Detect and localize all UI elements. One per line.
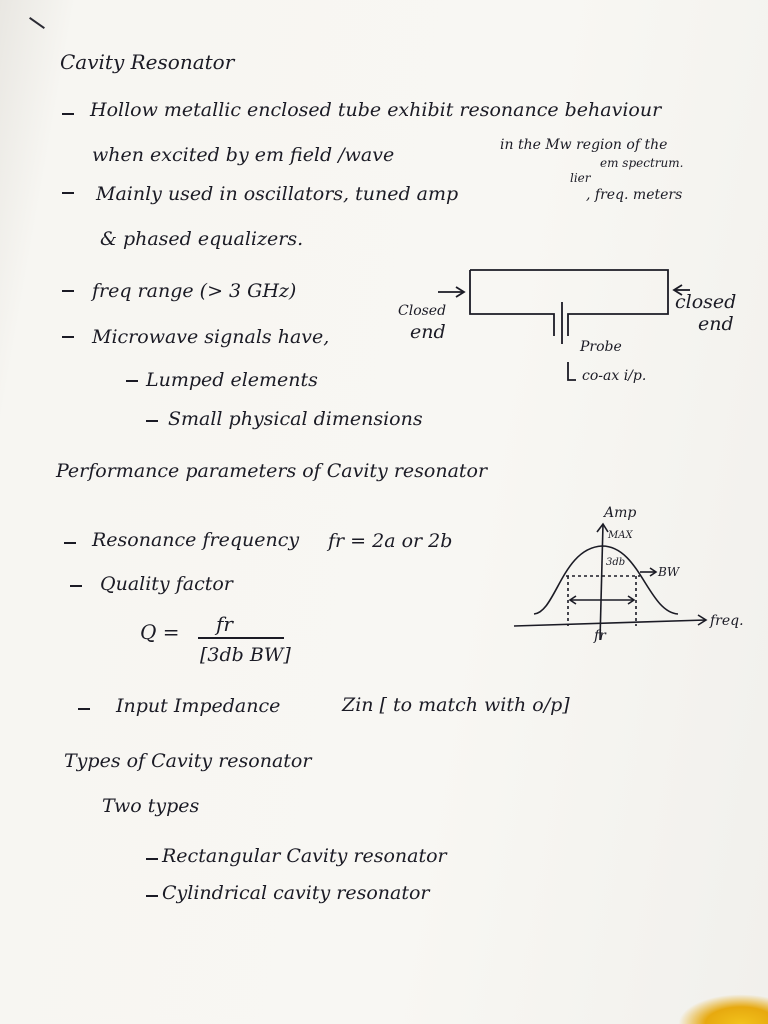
intro-line-6: Microwave signals have, bbox=[92, 326, 330, 348]
label-probe: Probe bbox=[580, 339, 622, 355]
perf-item-2: Quality factor bbox=[100, 573, 233, 595]
perf-item-3: Input Impedance bbox=[116, 695, 281, 717]
q-numerator: fr bbox=[216, 612, 233, 636]
sub-item-1: Lumped elements bbox=[146, 369, 318, 391]
label-coax-input: co-ax i/p. bbox=[582, 368, 647, 384]
intro-line-4: & phased equalizers. bbox=[100, 228, 304, 250]
label-closed-left: Closed bbox=[398, 303, 447, 319]
intro-line-2c: em spectrum. bbox=[600, 156, 684, 170]
label-end-right: end bbox=[698, 313, 734, 335]
page-title: Cavity Resonator bbox=[60, 50, 235, 74]
performance-heading: Performance parameters of Cavity resonator bbox=[56, 460, 488, 482]
intro-line-3-tail: , freq. meters bbox=[586, 187, 683, 203]
graph-fr-label: fr bbox=[594, 628, 606, 644]
types-sub: Two types bbox=[102, 795, 200, 817]
type-item-2: Cylindrical cavity resonator bbox=[162, 882, 430, 904]
intro-line-1: Hollow metallic enclosed tube exhibit resonance behaviour bbox=[90, 99, 662, 121]
perf-item-1-formula: fr = 2a or 2b bbox=[328, 530, 453, 552]
label-closed-right: closed bbox=[675, 291, 737, 313]
perf-item-1: Resonance frequency bbox=[92, 529, 300, 551]
intro-line-2b: in the Mw region of the bbox=[500, 137, 668, 153]
types-heading: Types of Cavity resonator bbox=[64, 750, 312, 772]
intro-line-5: freq range (> 3 GHz) bbox=[92, 280, 297, 302]
q-lhs: Q = bbox=[140, 620, 180, 644]
graph-bw-label: BW bbox=[658, 565, 680, 579]
sub-item-2: Small physical dimensions bbox=[168, 408, 423, 430]
label-end-left: end bbox=[410, 321, 446, 343]
bullet-dash bbox=[146, 858, 158, 860]
bullet-dash bbox=[146, 895, 158, 897]
intro-line-3-sup: lier bbox=[570, 171, 591, 185]
type-item-1: Rectangular Cavity resonator bbox=[162, 845, 447, 867]
q-denominator: [3db BW] bbox=[200, 644, 291, 666]
graph-max-label: MAX bbox=[608, 530, 633, 541]
perf-item-3-tail: Zin [ to match with o/p] bbox=[342, 694, 570, 716]
graph-3db-label: 3db bbox=[606, 557, 626, 568]
intro-line-2a: when excited by em field /wave bbox=[92, 144, 395, 166]
graph-x-label: freq. bbox=[710, 613, 744, 629]
intro-line-3: Mainly used in oscillators, tuned amp bbox=[96, 183, 459, 205]
finger-edge bbox=[678, 994, 768, 1024]
graph-y-label: Amp bbox=[604, 505, 637, 521]
